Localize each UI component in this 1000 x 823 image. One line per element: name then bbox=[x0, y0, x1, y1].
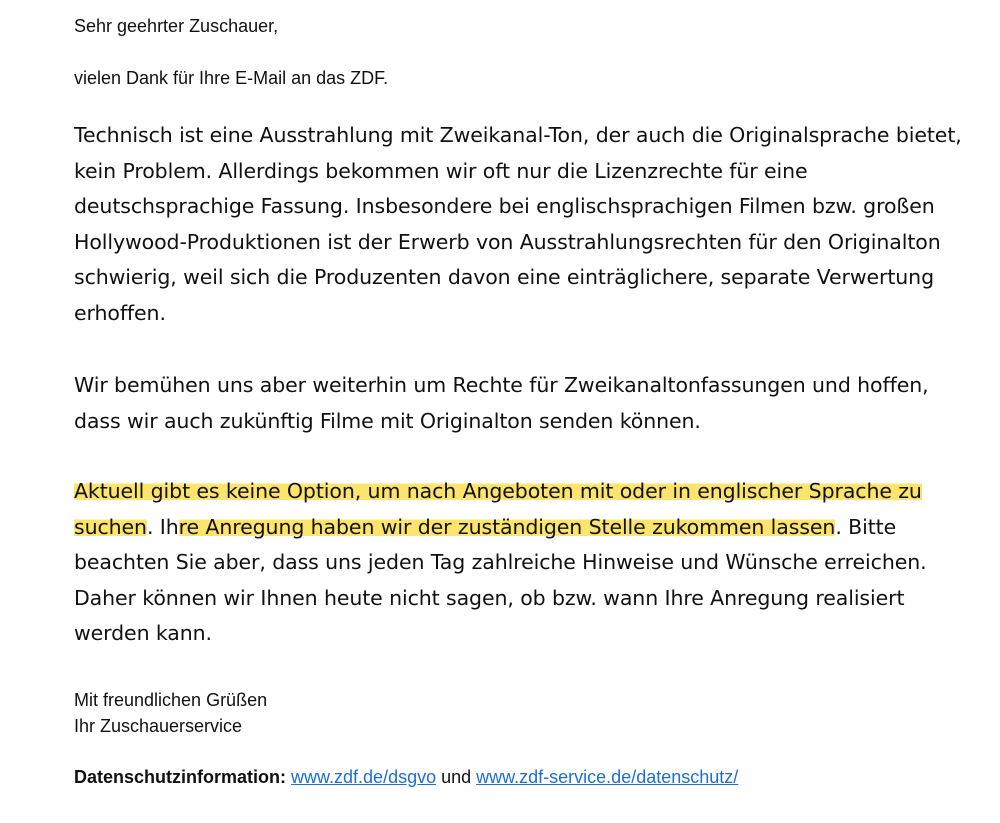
paragraph-search-option bbox=[74, 474, 969, 652]
intro-line: vielen Dank für Ihre E-Mail an das ZDF. bbox=[74, 68, 389, 88]
closing-phrase: Mit freundlichen Grüßen bbox=[74, 690, 268, 710]
signature-block bbox=[74, 687, 267, 739]
privacy-footer bbox=[74, 764, 738, 790]
footer-connector: und bbox=[436, 767, 477, 787]
paragraph-text: . Ih bbox=[146, 514, 179, 539]
paragraph-licensing: Technisch ist eine Ausstrahlung mit Zweikanal-Ton, der auch die Originalsprache bietet, kein Problem. Allerdings bekommen wir oft nur die Lizenzrechte für eine deutschsprachige Fassung. Insbesondere bei englischsprachigen Filmen bzw. großen Hollywood-Produktionen ist der Erwerb von Ausstrahlungsrechten für den Originalton schwierig, weil sich die Produzenten davon eine einträglichere, separate Verwertung erhoffen. bbox=[74, 123, 962, 325]
paragraph-text: . Bitte beachten Sie aber, dass uns jeden Tag zahlreiche Hinweise und Wünsche erreichen. Daher können wir Ihnen heute nicht sagen, ob bzw. wann Ihre Anregung realisiert werden kann. bbox=[74, 514, 927, 645]
privacy-label: Datenschutzinformation: bbox=[74, 767, 287, 787]
highlighted-text: Aktuell gibt es keine Option, um nach Angeboten mit oder in englischer Sprache zu suchen bbox=[74, 479, 922, 539]
privacy-service-link[interactable]: www.zdf-service.de/datenschutz/ bbox=[476, 767, 739, 787]
paragraph-efforts: Wir bemühen uns aber weiterhin um Rechte für Zweikanaltonfassungen und hoffen, dass wir auch zukünftig Filme mit Originalton senden können. bbox=[74, 373, 929, 433]
sender-name: Ihr Zuschauerservice bbox=[74, 716, 243, 736]
highlighted-text: re Anregung haben wir der zuständigen Stelle zukommen lassen bbox=[178, 514, 836, 539]
dsgvo-link[interactable]: www.zdf.de/dsgvo bbox=[291, 767, 437, 787]
salutation: Sehr geehrter Zuschauer, bbox=[74, 16, 279, 36]
